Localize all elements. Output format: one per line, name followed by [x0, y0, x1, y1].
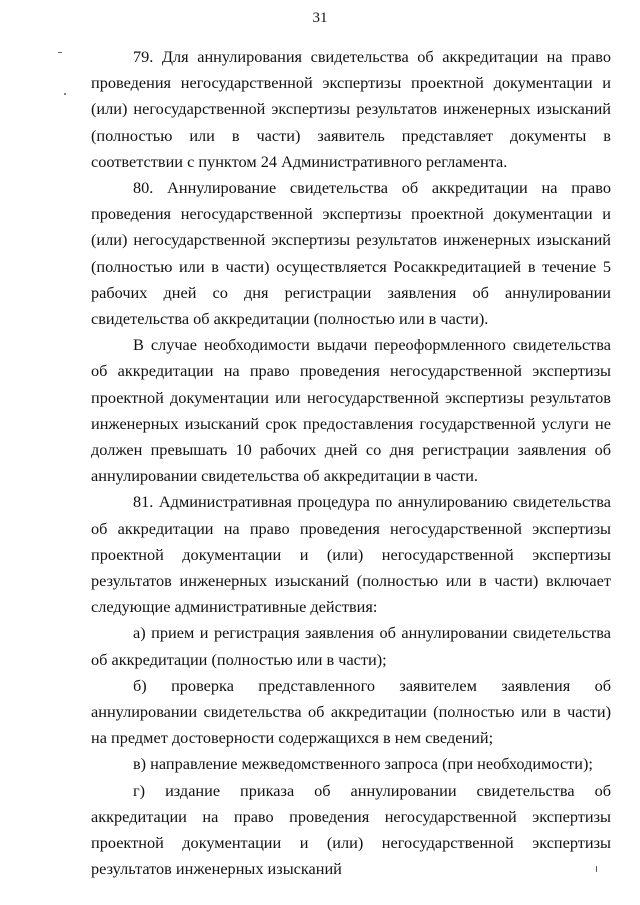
list-item-g: г) издание приказа об аннулировании свидетельства об аккредитации на право проведения негосударственной экспертизы проектной документации и (или) негосударственной экспертизы результатов инженерных изысканий: [91, 780, 611, 879]
paragraph-80-continuation: В случае необходимости выдачи переоформленного свидетельства об аккредитации на право проведения негосударственной экспертизы проектной документации или негосударственной экспертизы результатов инженерных изысканий срок предоставления государственной услуги не должен превышать 10 рабочих дней со дня регистрации заявления об аннулировании свидетельства об аккредитации в части.: [91, 335, 611, 486]
list-item-b: б) проверка представленного заявителем заявления об аннулировании свидетельства об аккредитации (полностью или в части) на предмет достоверности содержащихся в нем сведений;: [91, 675, 611, 748]
paragraph-79: 79. Для аннулирования свидетельства об аккредитации на право проведения негосударственной экспертизы проектной документации и (или) негосударственной экспертизы результатов инженерных изысканий (полностью или в части) заявитель представляет документы в соответствии с пунктом 24 Административного регламента.: [91, 47, 611, 171]
scan-mark: [58, 52, 62, 53]
paragraph-80: 80. Аннулирование свидетельства об аккредитации на право проведения негосударственной экспертизы проектной документации и (или) негосударственной экспертизы результатов инженерных изысканий (полностью или в части) осуществляется Росаккредитацией в течение 5 рабочих дней со дня регистрации заявления об аннулировании свидетельства об аккредитации (полностью или в части).: [91, 178, 611, 329]
list-item-a: а) прием и регистрация заявления об аннулировании свидетельства об аккредитации (полностью или в части);: [91, 623, 611, 669]
page-number: 31: [312, 10, 328, 26]
scan-mark: [64, 93, 66, 95]
document-body: [91, 44, 611, 883]
list-item-v: в) направление межведомственного запроса (при необходимости);: [133, 754, 593, 774]
paragraph-81: 81. Административная процедура по аннулированию свидетельства об аккредитации на право проведения негосударственной экспертизы проектной документации и (или) негосударственной экспертизы результатов инженерных изысканий (полностью или в части) включает следующие административные действия:: [91, 492, 611, 617]
